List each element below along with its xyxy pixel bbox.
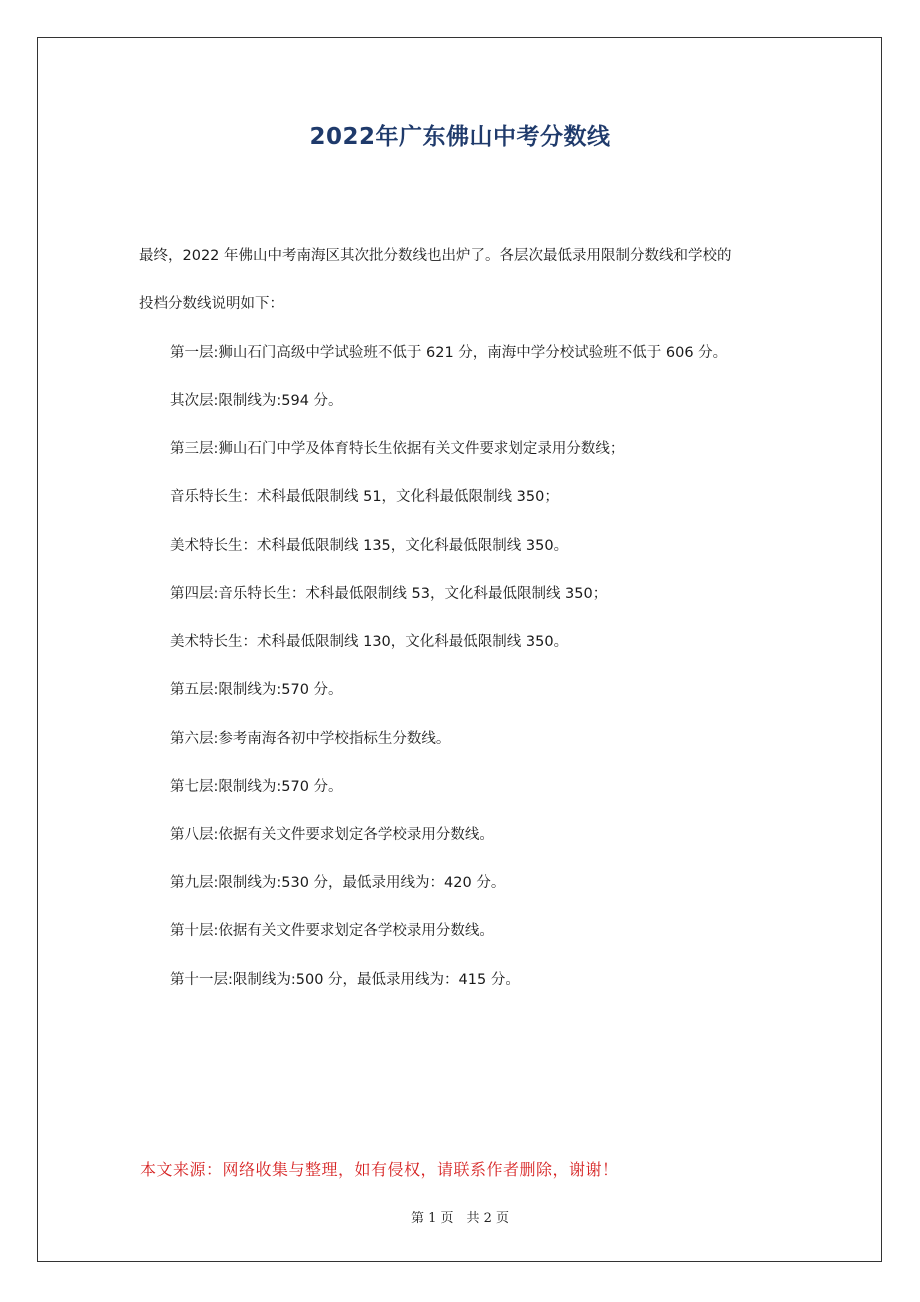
paragraph-layer-3: 第三层:狮山石门中学及体育特长生依据有关文件要求划定录用分数线； [170,441,625,457]
paragraph-music-specialty-1: 音乐特长生：术科最低限制线 51，文化科最低限制线 350； [170,489,559,505]
paragraph-layer-8: 第八层:依据有关文件要求划定各学校录用分数线。 [170,827,494,843]
paragraph-layer-10: 第十层:依据有关文件要求划定各学校录用分数线。 [170,923,494,939]
paragraph-layer-5: 第五层:限制线为:570 分。 [170,682,343,698]
paragraph-layer-6: 第六层:参考南海各初中学校指标生分数线。 [170,731,451,747]
intro-line-2: 投档分数线说明如下： [139,296,284,312]
paragraph-layer-2: 其次层:限制线为:594 分。 [170,393,343,409]
page-number-footer: 第 1 页 共 2 页 [410,1211,510,1226]
paragraph-layer-7: 第七层:限制线为:570 分。 [170,779,343,795]
paragraph-art-specialty-1: 美术特长生：术科最低限制线 135，文化科最低限制线 350。 [170,538,569,554]
paragraph-layer-11: 第十一层:限制线为:500 分，最低录用线为：415 分。 [170,972,520,988]
source-disclaimer: 本文来源：网络收集与整理，如有侵权，请联系作者删除，谢谢！ [140,1160,619,1179]
paragraph-layer-4: 第四层:音乐特长生：术科最低限制线 53，文化科最低限制线 350； [170,586,608,602]
intro-line-1: 最终，2022 年佛山中考南海区其次批分数线也出炉了。各层次最低录用限制分数线和学校的 [139,248,732,264]
document-title: 2022年广东佛山中考分数线 [309,124,611,150]
paragraph-layer-1: 第一层:狮山石门高级中学试验班不低于 621 分，南海中学分校试验班不低于 606 分。 [170,345,728,361]
paragraph-layer-9: 第九层:限制线为:530 分，最低录用线为：420 分。 [170,875,506,891]
paragraph-art-specialty-2: 美术特长生：术科最低限制线 130，文化科最低限制线 350。 [170,634,569,650]
